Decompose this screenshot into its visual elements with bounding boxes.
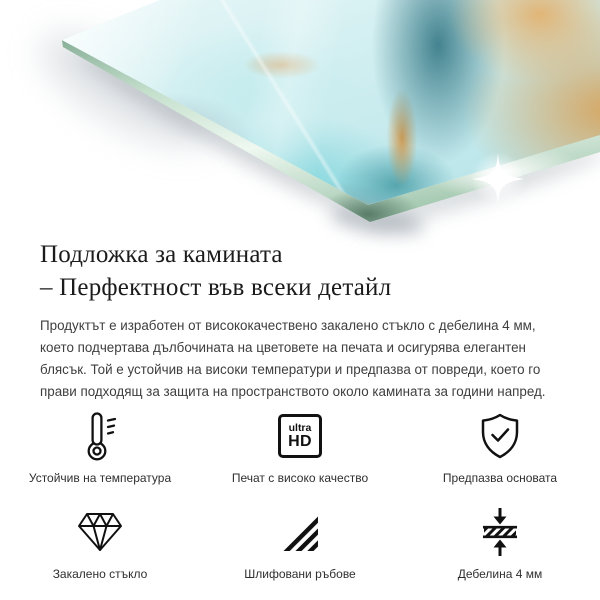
title-line-2: – Перфектност във всеки детайл	[40, 274, 392, 301]
marble-print-surface	[0, 0, 600, 250]
feature-label: Шлифовани ръбове	[244, 567, 356, 581]
thermometer-icon	[82, 410, 118, 462]
product-info-section	[0, 230, 600, 581]
thickness-icon	[480, 506, 520, 558]
ultra-hd-badge-text: ultra	[288, 421, 312, 434]
ultra-hd-icon	[278, 410, 322, 462]
ultra-hd-badge	[278, 414, 322, 458]
product-photo	[0, 0, 600, 230]
feature-tempered-glass	[0, 506, 200, 581]
polished-edges-icon	[277, 506, 323, 558]
feature-label: Закалено стъкло	[52, 567, 148, 581]
feature-label: Печат с високо качество	[231, 471, 369, 485]
feature-print-quality	[200, 410, 400, 485]
feature-label: Предпазва основата	[442, 471, 558, 485]
product-description: Продуктът е изработен от висококачествено закалено стъкло с дебелина 4 мм, което подчертава дълбочината на цветовете на печата и осигурява елегантен блясък. Той е устойчив на високи температури и предпазва от повреди, което го прави подходящ за защита на пространството около камината за години напред.	[40, 318, 546, 399]
feature-label: Дебелина 4 мм	[457, 567, 543, 581]
diamond-icon	[76, 506, 124, 558]
features-grid	[0, 410, 600, 581]
title-line-1: Подложка за камината	[40, 241, 283, 268]
feature-polished-edges	[200, 506, 400, 581]
page-title	[40, 238, 560, 304]
ultra-hd-badge-text: HD	[288, 432, 312, 450]
feature-temperature-resistant	[0, 410, 200, 485]
feature-thickness-4mm	[400, 506, 600, 581]
sparkle-glint-icon	[469, 150, 527, 208]
feature-protects-base	[400, 410, 600, 485]
feature-label: Устойчив на температура	[28, 471, 172, 485]
shield-check-icon	[478, 410, 522, 462]
